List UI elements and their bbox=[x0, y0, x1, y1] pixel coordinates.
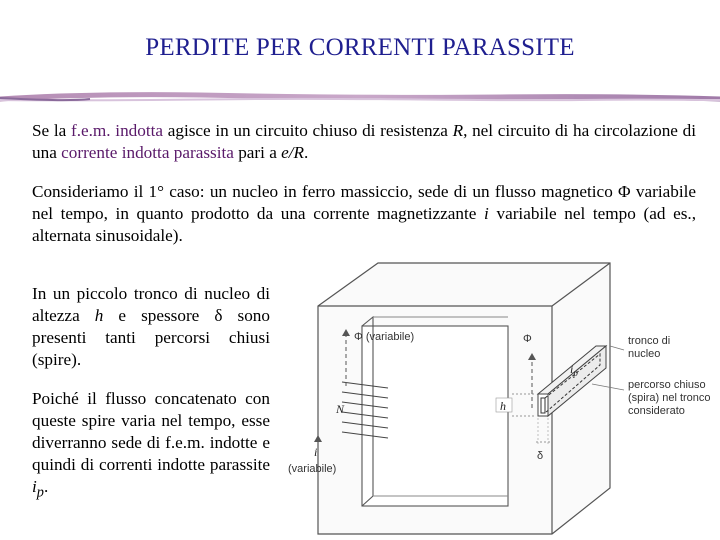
text: . bbox=[304, 143, 309, 162]
label-phi: Φ bbox=[523, 333, 532, 345]
text: , nel circuito di ha circolazione di una bbox=[32, 121, 696, 162]
text: Consideriamo il 1° caso: un nucleo in ferro massiccio, sede di un flusso magnetico Φ variabile nel tempo, in quanto prodotto da una corrente magnetizzante bbox=[32, 182, 696, 223]
text: Se la bbox=[32, 121, 71, 140]
text: agisce in un circuito chiuso di resistenza bbox=[163, 121, 453, 140]
paragraph-intro bbox=[32, 120, 696, 164]
label-h: h bbox=[500, 399, 506, 413]
paragraph-flusso bbox=[32, 388, 270, 503]
label-N: N bbox=[336, 402, 345, 416]
iron-core-diagram bbox=[270, 258, 720, 540]
core-window bbox=[362, 317, 508, 506]
symbol-ip-subscript: p bbox=[36, 484, 44, 501]
label-phi-variabile: Φ (variabile) bbox=[354, 331, 415, 343]
symbol-ip: i bbox=[32, 477, 37, 496]
label-ip-subscript: p bbox=[573, 368, 578, 378]
label-tronco-1: tronco di bbox=[628, 335, 671, 347]
label-i-variabile: (variabile) bbox=[288, 463, 337, 475]
text: e spessore δ sono presenti tanti percorsi chiusi (spire). bbox=[32, 306, 270, 369]
decorative-rule bbox=[0, 88, 720, 110]
symbol-i: i bbox=[484, 204, 489, 223]
paragraph-case-one bbox=[32, 181, 696, 247]
highlight-fem-indotta: f.e.m. indotta bbox=[70, 121, 164, 140]
paragraph-tronco bbox=[32, 283, 270, 371]
callout-tronco bbox=[610, 346, 624, 350]
label-tronco-2: nucleo bbox=[628, 348, 661, 360]
label-delta: δ bbox=[537, 450, 544, 462]
highlight-corrente-parassita: corrente indotta parassita bbox=[61, 143, 234, 162]
symbol-h: h bbox=[94, 306, 104, 325]
label-ip-main: i bbox=[570, 362, 574, 376]
formula-e-over-R: e/R bbox=[281, 143, 305, 162]
text: variabile nel tempo (ad es., alternata sinusoidale). bbox=[32, 204, 696, 245]
page-title: PERDITE PER CORRENTI PARASSITE bbox=[145, 34, 575, 61]
label-percorso-1: percorso chiuso bbox=[628, 379, 706, 391]
text: pari a bbox=[233, 143, 282, 162]
symbol-R: R bbox=[452, 121, 464, 140]
label-percorso-3: considerato bbox=[628, 405, 685, 417]
text: In un piccolo tronco di nucleo di altezza bbox=[32, 284, 270, 325]
label-percorso-2: (spira) nel tronco bbox=[628, 392, 711, 404]
text: . bbox=[43, 477, 49, 496]
label-i: i bbox=[314, 445, 318, 459]
text: Poiché il flusso concatenato con queste spire varia nel tempo, esse diverranno sede di f.e.m. indotte e quindi di correnti indotte parassite bbox=[32, 389, 270, 474]
